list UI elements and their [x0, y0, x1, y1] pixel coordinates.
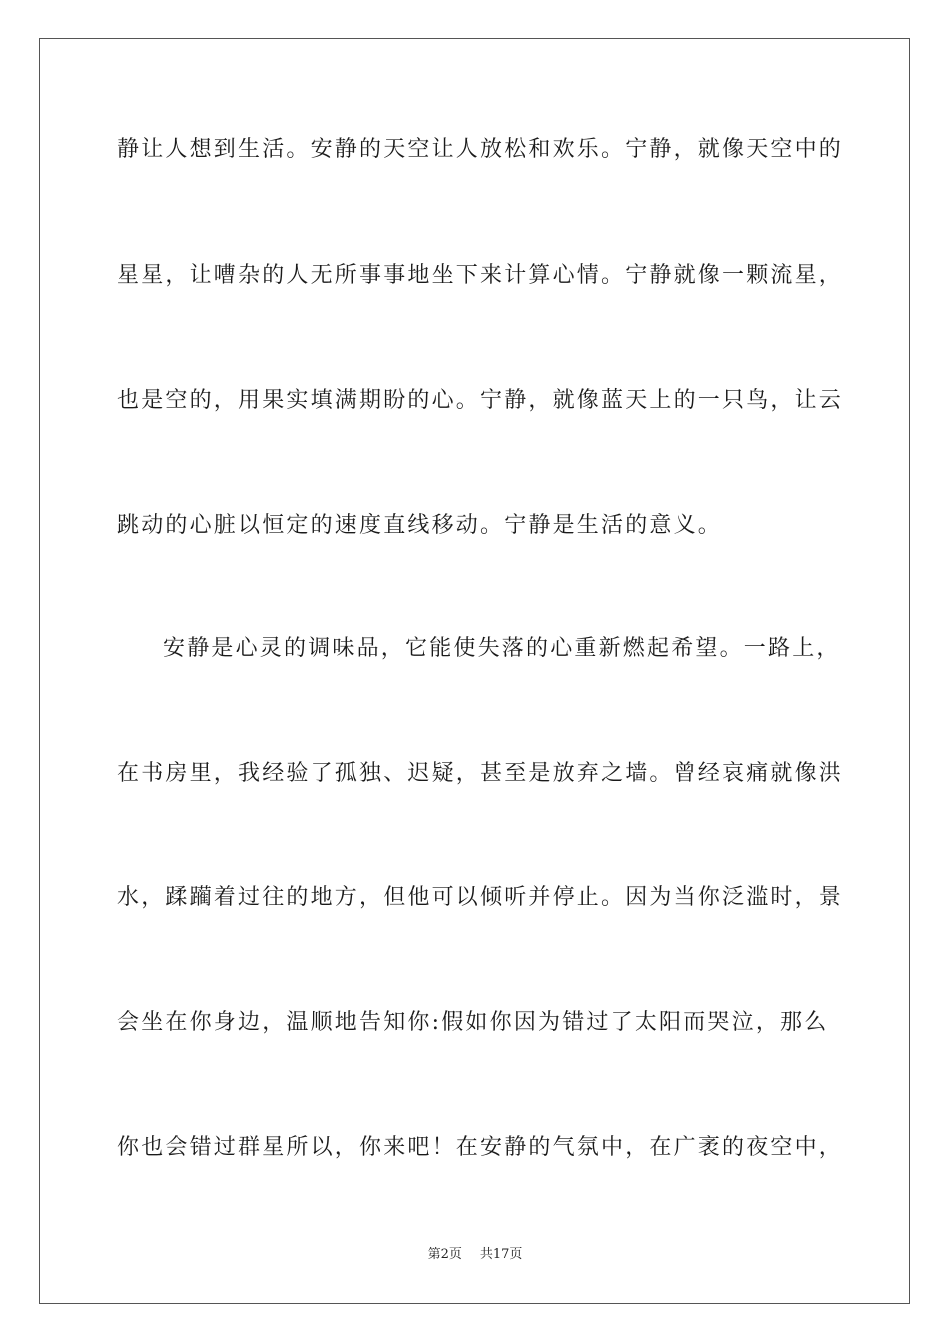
paragraph-line-4: 跳动的心脏以恒定的速度直线移动。宁静是生活的意义。 [117, 513, 723, 538]
paragraph-line-3: 也是空的，用果实填满期盼的心。宁静，就像蓝天上的一只鸟，让云 [117, 388, 844, 413]
page-total: 共17页 [479, 1247, 523, 1262]
paragraph-line-2: 星星，让嘈杂的人无所事事地坐下来计算心情。宁静就像一颗流星， [117, 263, 844, 288]
paragraph-line-5: 安静是心灵的调味品，它能使失落的心重新燃起希望。一路上， [163, 636, 841, 661]
page-footer [0, 1246, 950, 1264]
page-number: 第2页 [427, 1247, 462, 1262]
paragraph-line-9: 你也会错过群星所以，你来吧！在安静的气氛中，在广袤的夜空中， [117, 1135, 844, 1160]
paragraph-line-1: 静让人想到生活。安静的天空让人放松和欢乐。宁静，就像天空中的 [117, 137, 844, 162]
paragraph-line-8: 会坐在你身边，温顺地告知你:假如你因为错过了太阳而哭泣，那么 [117, 1010, 829, 1035]
paragraph-line-6: 在书房里，我经验了孤独、迟疑，甚至是放弃之墙。曾经哀痛就像洪 [117, 761, 844, 786]
paragraph-line-7: 水，蹂躏着过往的地方，但他可以倾听并停止。因为当你泛滥时，景 [117, 885, 844, 910]
page-border [39, 38, 910, 1304]
